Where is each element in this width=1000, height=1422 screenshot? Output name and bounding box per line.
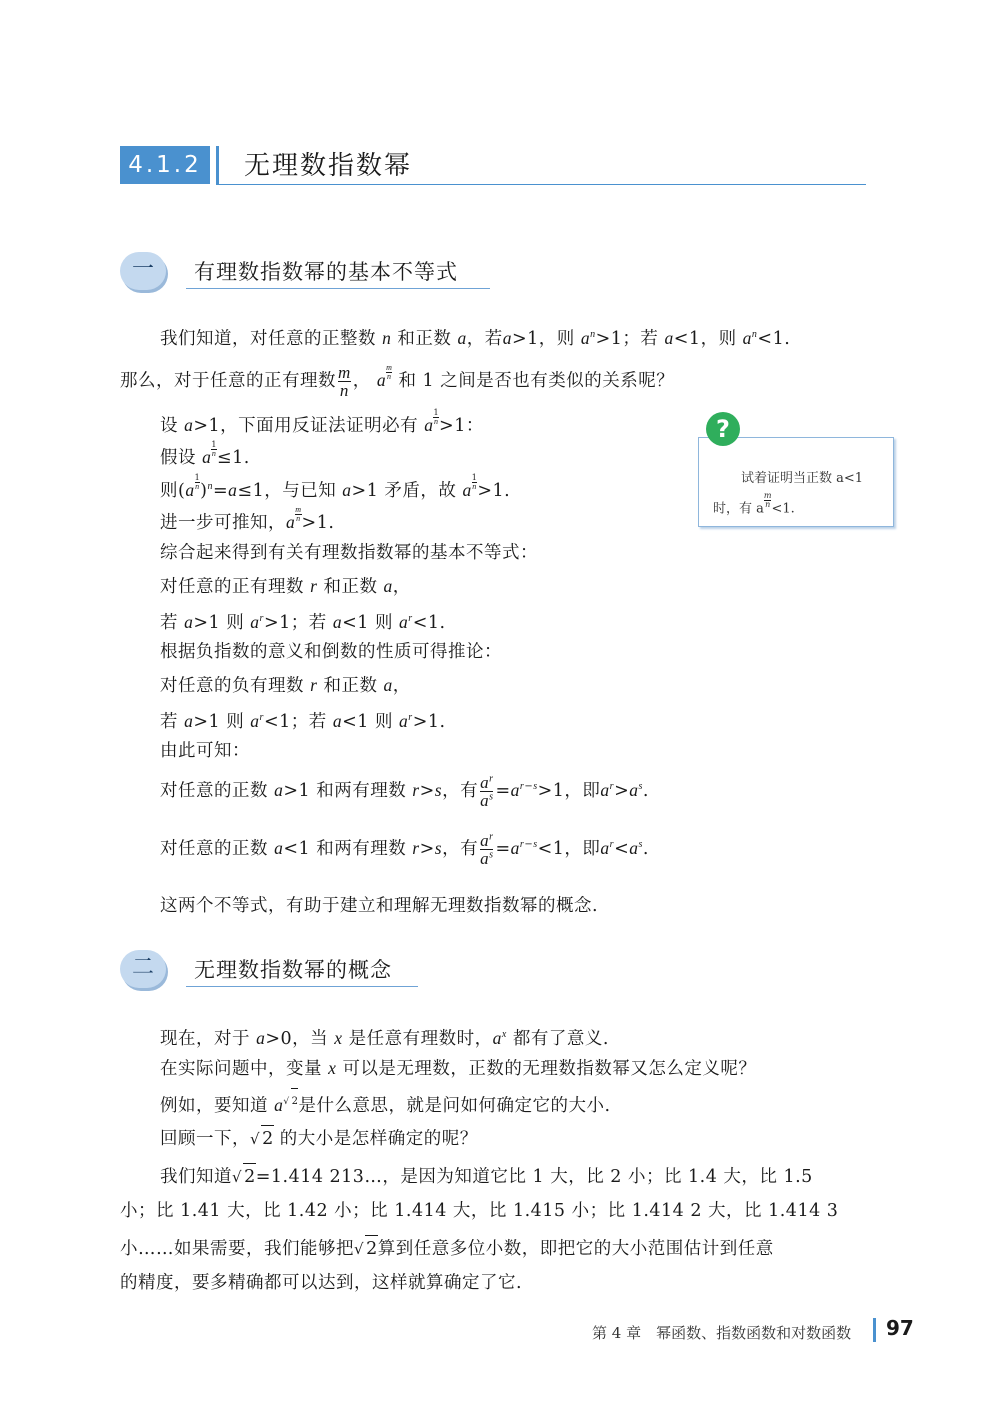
paragraph-line: 若 a>1 则 $a^r>1$；若 a<1 则 $a^r<1$. [160,611,446,633]
paragraph-line: 我们知道√ 2=1.414 213…，是因为知道它比 1 大，比 2 小；比 1.4 大，比 1.5 [160,1163,813,1190]
paragraph-line: 则(a $\frac{1}{n}$ )$^n$=a≤1，与已知 a>1 矛盾，故 a $\frac{1}{n}$ >1. [160,473,511,501]
question-icon: ? [706,412,740,446]
paragraph-line: 设 a>1，下面用反证法证明必有 a $\frac{1}{n}$ >1： [160,408,484,436]
fraction-ar-over-as: $\frac{a^r}{a^s}$ [480,773,494,810]
paragraph-line: 综合起来得到有关有理数指数幂的基本不等式： [160,543,538,563]
paragraph-line: 在实际问题中，变量 x 可以是无理数，正数的无理数指数幂又怎么定义呢？ [160,1058,757,1079]
paragraph-line: 这两个不等式，有助于建立和理解无理数指数幂的概念. [160,896,599,916]
paragraph-line: 对任意的正数 a>1 和两有理数 r>s，有 $\frac{a^r}{a^s}$ $=a^{r-s}>1$，即$a^r>a^s$. [160,773,649,810]
note-box [698,437,894,527]
paragraph-line: 回顾一下，√ 2 的大小是怎样确定的呢？ [160,1125,478,1152]
section-rule [216,184,866,185]
paragraph-line: 我们知道，对任意的正整数 n 和正数 a，若a>1，则 $a^n>1$；若 a<1，则 $a^n<1$. [160,327,791,349]
paragraph-line: 对任意的负有理数 r 和正数 a， [160,675,411,696]
subsection-rule-1 [186,288,490,289]
paragraph-line: 由此可知： [160,741,250,761]
note-line-2: 时，有 a $\frac{m}{n}$ <1. [713,491,795,517]
footer-divider [873,1318,876,1342]
paragraph-line: 对任意的正有理数 r 和正数 a， [160,576,411,597]
subsection-title-2: 无理数指数幂的概念 [194,958,392,982]
subsection-badge-2: 二 [120,950,166,988]
paragraph-line: 那么，对于任意的正有理数 $\frac{m}{n}$ ， a $\frac{m}{n}$ 和 1 之间是否也有类似的关系呢？ [120,363,675,400]
fraction-m-over-n: $\frac{m}{n}$ [338,363,351,400]
subsection-rule-2 [186,986,418,987]
paragraph-line: 现在，对于 a>0，当 x 是任意有理数时，$a^x$ 都有了意义. [160,1027,609,1049]
page-number: 97 [886,1316,914,1340]
note-line-1: 试着证明当正数 a<1 [741,471,864,486]
paragraph-line: 进一步可推知，a $\frac{m}{n}$ >1. [160,505,335,533]
fraction-ar-over-as: $\frac{a^r}{a^s}$ [480,831,494,868]
section-title: 无理数指数幂 [244,151,413,181]
paragraph-line: 对任意的正数 a<1 和两有理数 r>s，有 $\frac{a^r}{a^s}$ $=a^{r-s}<1$，即$a^r<a^s$. [160,831,649,868]
section-number: 4.1.2 [120,146,210,184]
footer-chapter: 第 4 章 幂函数、指数函数和对数函数 [592,1324,852,1342]
paragraph-line: 若 a>1 则 $a^r<1$；若 a<1 则 $a^r>1$. [160,710,446,732]
section-divider [216,146,219,184]
subsection-badge-1: 一 [120,252,166,290]
paragraph-line: 小……如果需要，我们能够把√ 2算到任意多位小数，即把它的大小范围估计到任意 [120,1235,774,1262]
paragraph-line: 根据负指数的意义和倒数的性质可得推论： [160,642,502,662]
paragraph-line: 假设 a $\frac{1}{n}$ ≤1. [160,440,250,468]
paragraph-line: 的精度，要多精确都可以达到，这样就算确定了它. [120,1273,523,1293]
subsection-title-1: 有理数指数幂的基本不等式 [194,260,458,284]
paragraph-line: 小；比 1.41 大，比 1.42 小；比 1.414 大，比 1.415 小；比 1.414 2 大，比 1.414 3 [120,1201,839,1221]
paragraph-line: 例如，要知道 $a^{√ 2}$是什么意思，就是问如何确定它的大小. [160,1088,611,1119]
